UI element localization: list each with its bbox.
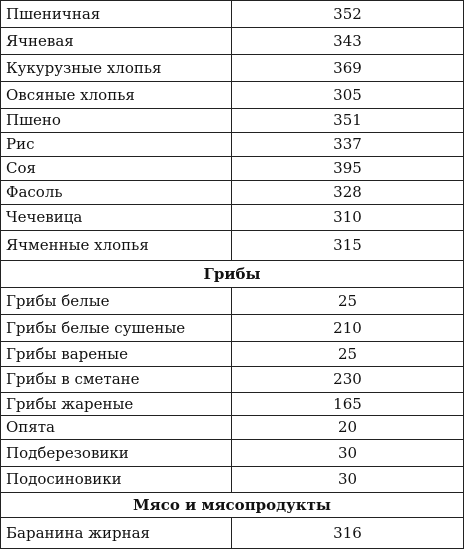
table-row bbox=[1, 315, 464, 342]
table-row bbox=[1, 231, 464, 261]
calorie-value-cell: 20 bbox=[232, 416, 464, 440]
calorie-value-cell: 305 bbox=[232, 82, 464, 109]
section-header-row bbox=[1, 261, 464, 288]
table-row bbox=[1, 181, 464, 205]
product-name-cell: Овсяные хлопья bbox=[1, 82, 232, 109]
product-name-cell: Рис bbox=[1, 133, 232, 157]
calorie-value-cell: 310 bbox=[232, 205, 464, 231]
section-title: Грибы bbox=[1, 261, 464, 288]
table-row bbox=[1, 82, 464, 109]
table-row bbox=[1, 416, 464, 440]
calorie-value-cell: 369 bbox=[232, 55, 464, 82]
calorie-value-cell: 165 bbox=[232, 393, 464, 416]
product-name-cell: Грибы вареные bbox=[1, 342, 232, 367]
calorie-value-cell: 25 bbox=[232, 342, 464, 367]
product-name-cell: Грибы жареные bbox=[1, 393, 232, 416]
product-name-cell: Пшеничная bbox=[1, 1, 232, 28]
calorie-value-cell: 395 bbox=[232, 157, 464, 181]
table-row bbox=[1, 1, 464, 28]
product-name-cell: Опята bbox=[1, 416, 232, 440]
calorie-value-cell: 230 bbox=[232, 367, 464, 393]
product-name-cell: Чечевица bbox=[1, 205, 232, 231]
table-row bbox=[1, 467, 464, 493]
product-name-cell: Подосиновики bbox=[1, 467, 232, 493]
table-body bbox=[1, 1, 464, 549]
calorie-value-cell: 337 bbox=[232, 133, 464, 157]
calorie-value-cell: 315 bbox=[232, 231, 464, 261]
calorie-value-cell: 30 bbox=[232, 467, 464, 493]
table-row bbox=[1, 288, 464, 315]
calorie-value-cell: 316 bbox=[232, 518, 464, 549]
table-row bbox=[1, 440, 464, 467]
calorie-value-cell: 328 bbox=[232, 181, 464, 205]
product-name-cell: Пшено bbox=[1, 109, 232, 133]
table-row bbox=[1, 518, 464, 549]
table-row bbox=[1, 28, 464, 55]
product-name-cell: Соя bbox=[1, 157, 232, 181]
product-name-cell: Ячневая bbox=[1, 28, 232, 55]
table-row bbox=[1, 157, 464, 181]
table-row bbox=[1, 205, 464, 231]
product-name-cell: Грибы белые сушеные bbox=[1, 315, 232, 342]
table-row bbox=[1, 367, 464, 393]
table-row bbox=[1, 393, 464, 416]
product-name-cell: Кукурузные хлопья bbox=[1, 55, 232, 82]
table-row bbox=[1, 133, 464, 157]
section-title: Мясо и мясопродукты bbox=[1, 493, 464, 518]
section-header-row bbox=[1, 493, 464, 518]
calorie-value-cell: 210 bbox=[232, 315, 464, 342]
product-name-cell: Подберезовики bbox=[1, 440, 232, 467]
product-name-cell: Грибы белые bbox=[1, 288, 232, 315]
product-name-cell: Ячменные хлопья bbox=[1, 231, 232, 261]
table-row bbox=[1, 109, 464, 133]
calorie-value-cell: 30 bbox=[232, 440, 464, 467]
calorie-value-cell: 343 bbox=[232, 28, 464, 55]
product-name-cell: Баранина жирная bbox=[1, 518, 232, 549]
table-row bbox=[1, 342, 464, 367]
calorie-value-cell: 351 bbox=[232, 109, 464, 133]
calorie-value-cell: 352 bbox=[232, 1, 464, 28]
product-name-cell: Фасоль bbox=[1, 181, 232, 205]
product-name-cell: Грибы в сметане bbox=[1, 367, 232, 393]
calorie-value-cell: 25 bbox=[232, 288, 464, 315]
table-row bbox=[1, 55, 464, 82]
